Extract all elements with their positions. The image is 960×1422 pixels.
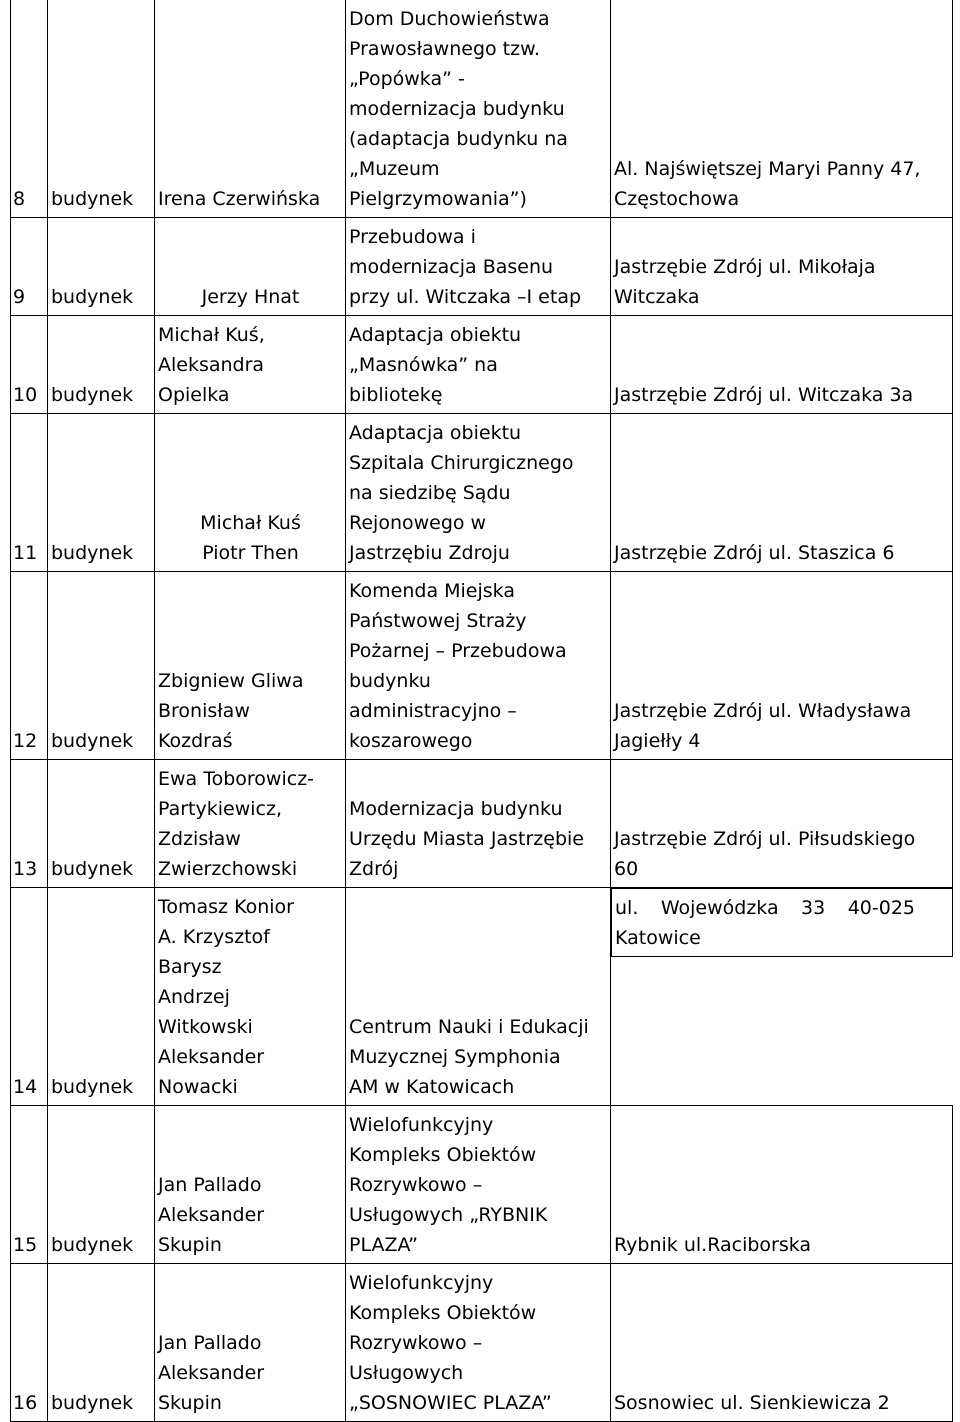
author-line: Zwierzchowski [158, 858, 298, 880]
author-line: Piotr Then [202, 542, 299, 564]
description-line: bibliotekę [349, 384, 443, 406]
author-line: Andrzej [158, 986, 230, 1008]
author-line: A. Krzysztof [158, 926, 270, 948]
object-type: budynek [48, 1106, 155, 1264]
description-line: Rozrywkowo – [349, 1174, 483, 1196]
row-number: 11 [11, 414, 48, 572]
author-line: Kozdraś [158, 730, 233, 752]
address-cell [611, 0, 953, 218]
address-line: Rybnik ul.Raciborska [614, 1234, 812, 1256]
address-line: Sosnowiec ul. Sienkiewicza 2 [614, 1392, 890, 1414]
address-cell [611, 572, 953, 760]
author-line: Ewa Toborowicz- [158, 768, 315, 790]
author-cell [155, 1264, 346, 1422]
address-line: Jastrzębie Zdrój ul. Piłsudskiego [614, 828, 916, 850]
address-line: Jagiełły 4 [614, 730, 701, 752]
description-line: (adaptacja budynku na [349, 128, 568, 150]
author-line: Jan Pallado [158, 1174, 262, 1196]
address-cell [611, 316, 953, 414]
address-line: Jastrzębie Zdrój ul. Staszica 6 [614, 542, 895, 564]
author-cell [155, 218, 346, 316]
author-line: Aleksander [158, 1362, 265, 1384]
address-cell [611, 414, 953, 572]
table-row [11, 888, 953, 1106]
author-line: Bronisław [158, 700, 250, 722]
author-cell [155, 888, 346, 1106]
author-line: Irena Czerwińska [158, 188, 321, 210]
description-line: administracyjno – [349, 700, 517, 722]
description-cell [346, 414, 611, 572]
author-line: Jan Pallado [158, 1332, 262, 1354]
description-line: budynku [349, 670, 431, 692]
author-line: Opielka [158, 384, 230, 406]
description-line: Centrum Nauki i Edukacji [349, 1016, 589, 1038]
description-cell [346, 0, 611, 218]
description-line: Jastrzębiu Zdroju [349, 542, 510, 564]
description-line: koszarowego [349, 730, 473, 752]
object-type: budynek [48, 760, 155, 888]
description-line: Rejonowego w [349, 512, 487, 534]
description-line: Wielofunkcyjny [349, 1114, 494, 1136]
description-line: Pożarnej – Przebudowa [349, 640, 567, 662]
object-type: budynek [48, 1264, 155, 1422]
description-line: Szpitala Chirurgicznego [349, 452, 574, 474]
description-line: Prawosławnego tzw. [349, 38, 540, 60]
author-line: Zbigniew Gliwa [158, 670, 304, 692]
address-line: Częstochowa [614, 188, 740, 210]
description-line: Modernizacja budynku [349, 798, 563, 820]
description-line: „Masnówka” na [349, 354, 498, 376]
table-row [11, 760, 953, 888]
author-cell [155, 316, 346, 414]
object-type: budynek [48, 0, 155, 218]
author-cell [155, 414, 346, 572]
description-cell [346, 1106, 611, 1264]
table-row [11, 1264, 953, 1422]
description-cell [346, 218, 611, 316]
description-line: Muzycznej Symphonia [349, 1046, 561, 1068]
address-line: ul. Wojewódzka 33 40-025 [615, 897, 915, 919]
description-cell [346, 888, 611, 1106]
address-line: 60 [614, 858, 639, 880]
table-row [11, 1106, 953, 1264]
description-cell [346, 1264, 611, 1422]
description-line: Adaptacja obiektu [349, 422, 522, 444]
object-type: budynek [48, 414, 155, 572]
description-cell [346, 316, 611, 414]
object-type: budynek [48, 218, 155, 316]
description-line: Urzędu Miasta Jastrzębie [349, 828, 584, 850]
buildings-table [10, 0, 953, 1422]
row-number: 9 [11, 218, 48, 316]
description-line: Komenda Miejska [349, 580, 515, 602]
description-line: Adaptacja obiektu [349, 324, 522, 346]
author-line: Barysz [158, 956, 222, 978]
description-line: Państwowej Straży [349, 610, 527, 632]
row-number: 13 [11, 760, 48, 888]
table-row [11, 218, 953, 316]
author-line: Aleksander [158, 1046, 265, 1068]
author-line: Tomasz Konior [158, 896, 294, 918]
author-line: Skupin [158, 1392, 222, 1414]
description-line: AM w Katowicach [349, 1076, 515, 1098]
address-cell [611, 1106, 953, 1264]
author-cell [155, 760, 346, 888]
description-line: na siedzibę Sądu [349, 482, 511, 504]
address-line: Witczaka [614, 286, 700, 308]
table-row [11, 414, 953, 572]
author-cell [155, 1106, 346, 1264]
author-line: Skupin [158, 1234, 222, 1256]
description-line: modernizacja budynku [349, 98, 565, 120]
description-line: Usługowych [349, 1362, 464, 1384]
row-number: 15 [11, 1106, 48, 1264]
row-number: 10 [11, 316, 48, 414]
description-line: Przebudowa i [349, 226, 476, 248]
description-line: przy ul. Witczaka –I etap [349, 286, 582, 308]
description-line: Wielofunkcyjny [349, 1272, 494, 1294]
description-line: „SOSNOWIEC PLAZA” [349, 1392, 552, 1414]
description-line: Usługowych „RYBNIK [349, 1204, 548, 1226]
address-cell [611, 888, 953, 957]
description-line: „Muzeum [349, 158, 440, 180]
address-line: Al. Najświętszej Maryi Panny 47, [614, 158, 921, 180]
table-row [11, 0, 953, 218]
description-line: modernizacja Basenu [349, 256, 554, 278]
table-row [11, 316, 953, 414]
address-line: Jastrzębie Zdrój ul. Witczaka 3a [614, 384, 914, 406]
author-line: Partykiewicz, [158, 798, 283, 820]
object-type: budynek [48, 888, 155, 1106]
author-cell [155, 572, 346, 760]
address-line: Katowice [615, 927, 701, 949]
description-line: „Popówka” - [349, 68, 465, 90]
row-number: 16 [11, 1264, 48, 1422]
author-line: Witkowski [158, 1016, 253, 1038]
description-line: Dom Duchowieństwa [349, 8, 550, 30]
address-cell [611, 760, 953, 888]
author-cell [155, 0, 346, 218]
description-cell [346, 572, 611, 760]
address-line: Jastrzębie Zdrój ul. Władysława [614, 700, 912, 722]
description-line: Pielgrzymowania”) [349, 188, 527, 210]
description-line: Rozrywkowo – [349, 1332, 483, 1354]
table-body [11, 0, 953, 1422]
row-number: 14 [11, 888, 48, 1106]
description-cell [346, 760, 611, 888]
author-line: Aleksandra [158, 354, 265, 376]
author-line: Michał Kuś, [158, 324, 265, 346]
description-line: Kompleks Obiektów [349, 1302, 537, 1324]
row-number: 12 [11, 572, 48, 760]
description-line: PLAZA” [349, 1234, 418, 1256]
author-line: Aleksander [158, 1204, 265, 1226]
address-cell [611, 1264, 953, 1422]
description-line: Zdrój [349, 858, 399, 880]
address-line: Jastrzębie Zdrój ul. Mikołaja [614, 256, 876, 278]
description-line: Kompleks Obiektów [349, 1144, 537, 1166]
row-number: 8 [11, 0, 48, 218]
author-line: Nowacki [158, 1076, 238, 1098]
table-row [11, 572, 953, 760]
author-line: Zdzisław [158, 828, 241, 850]
author-line: Jerzy Hnat [201, 286, 300, 308]
author-line: Michał Kuś [200, 512, 301, 534]
address-cell [611, 218, 953, 316]
object-type: budynek [48, 316, 155, 414]
object-type: budynek [48, 572, 155, 760]
